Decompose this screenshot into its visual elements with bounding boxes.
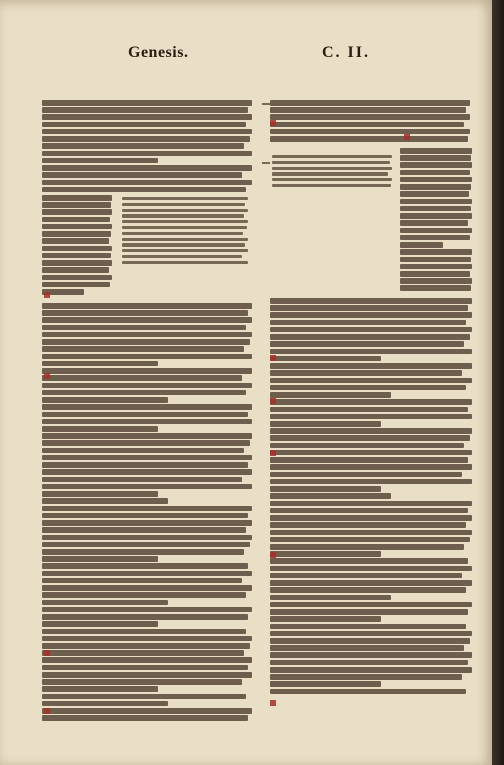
text-line [42, 217, 110, 223]
text-line [270, 320, 466, 326]
text-line [400, 213, 472, 219]
right-gloss-text [272, 155, 392, 190]
text-line [42, 650, 244, 656]
text-line [42, 629, 246, 635]
text-line [42, 491, 158, 497]
text-line [42, 303, 252, 309]
text-line [400, 228, 472, 234]
text-line [270, 370, 462, 376]
text-line [270, 421, 381, 427]
text-line [42, 246, 112, 252]
text-line [42, 643, 250, 649]
text-line [270, 305, 468, 311]
text-line [42, 542, 250, 548]
text-line [42, 195, 112, 201]
text-line [270, 378, 472, 384]
text-line [42, 390, 246, 396]
text-line [400, 170, 470, 176]
text-line [272, 155, 392, 158]
text-line [42, 621, 158, 627]
manicule-mark [262, 162, 270, 164]
text-line [42, 354, 252, 360]
text-line [400, 249, 472, 255]
text-line [400, 148, 472, 154]
text-line [270, 486, 381, 492]
text-line [270, 356, 381, 362]
text-line [270, 667, 472, 673]
left-column-main-text [42, 303, 252, 723]
text-line [270, 414, 472, 420]
text-line [42, 469, 252, 475]
text-line [122, 220, 248, 223]
text-line [42, 607, 252, 613]
text-line [42, 715, 248, 721]
text-line [122, 197, 248, 200]
text-line [270, 616, 381, 622]
text-line [42, 172, 242, 178]
text-line [122, 261, 248, 264]
text-line [42, 107, 248, 113]
text-line [42, 600, 168, 606]
text-line [42, 158, 158, 164]
text-line [42, 412, 248, 418]
text-line [270, 609, 468, 615]
text-line [122, 238, 248, 241]
text-line [270, 573, 462, 579]
text-line [400, 162, 472, 168]
text-line [270, 435, 470, 441]
text-line [270, 587, 466, 593]
text-line [42, 672, 252, 678]
text-line [270, 558, 468, 564]
book-title: Genesis. [128, 44, 189, 61]
text-line [42, 585, 252, 591]
text-line [270, 551, 381, 557]
rubric-mark [44, 373, 50, 379]
text-line [270, 450, 472, 456]
text-line [122, 214, 244, 217]
text-line [42, 665, 248, 671]
chapter-number: C. II. [322, 44, 371, 61]
text-line [400, 191, 469, 197]
text-line [42, 180, 252, 186]
right-column-top-text [270, 100, 470, 143]
text-line [400, 257, 471, 263]
text-line [122, 209, 248, 212]
text-line [270, 341, 464, 347]
text-line [42, 202, 111, 208]
rubric-mark [270, 450, 276, 456]
right-column-side-text [400, 148, 472, 293]
rubric-mark [270, 552, 276, 558]
text-line [270, 100, 470, 106]
text-line [270, 136, 468, 142]
text-line [270, 580, 472, 586]
text-line [270, 107, 466, 113]
text-line [270, 544, 464, 550]
text-line [42, 165, 252, 171]
text-line [270, 508, 468, 514]
text-line [270, 522, 466, 528]
text-line [122, 255, 242, 258]
text-line [42, 592, 246, 598]
text-line [42, 520, 252, 526]
text-line [42, 513, 248, 519]
text-line [42, 477, 242, 483]
text-line [270, 114, 470, 120]
text-line [400, 264, 472, 270]
text-line [42, 419, 252, 425]
text-line [42, 440, 250, 446]
rubric-mark [270, 700, 276, 706]
text-line [42, 563, 248, 569]
text-line [42, 238, 109, 244]
text-line [270, 399, 472, 405]
text-line [400, 278, 472, 284]
text-line [42, 383, 252, 389]
text-line [42, 549, 244, 555]
text-line [42, 209, 112, 215]
left-column-wrap-text [42, 195, 112, 296]
text-line [42, 346, 244, 352]
text-line [270, 660, 468, 666]
text-line [270, 631, 472, 637]
text-line [42, 571, 252, 577]
text-line [42, 506, 252, 512]
text-line [270, 443, 464, 449]
text-line [42, 433, 252, 439]
text-line [42, 317, 252, 323]
text-line [42, 701, 168, 707]
text-line [270, 595, 391, 601]
text-line [42, 636, 252, 642]
text-line [270, 312, 472, 318]
text-line [272, 167, 392, 170]
rubric-mark [270, 120, 276, 126]
text-line [42, 143, 244, 149]
text-line [270, 392, 391, 398]
text-line [42, 224, 112, 230]
text-line [42, 136, 250, 142]
text-line [42, 339, 250, 345]
text-line [42, 231, 111, 237]
text-line [42, 527, 246, 533]
rubric-mark [270, 355, 276, 361]
text-line [270, 674, 462, 680]
text-line [42, 129, 252, 135]
text-line [42, 686, 158, 692]
text-line [272, 161, 390, 164]
text-line [400, 220, 468, 226]
text-line [270, 428, 472, 434]
text-line [42, 455, 252, 461]
text-line [42, 614, 248, 620]
text-line [270, 122, 464, 128]
text-line [122, 249, 248, 252]
text-line [270, 385, 466, 391]
text-line [42, 282, 110, 288]
text-line [270, 129, 470, 135]
text-line [42, 694, 246, 700]
text-line [42, 361, 158, 367]
right-column-main-text [270, 298, 472, 696]
text-line [42, 114, 252, 120]
text-line [270, 530, 472, 536]
text-line [122, 243, 245, 246]
text-line [42, 535, 252, 541]
text-line [270, 624, 466, 630]
text-line [122, 232, 243, 235]
text-line [400, 242, 443, 248]
text-line [42, 122, 246, 128]
text-line [270, 464, 472, 470]
rubric-mark [44, 650, 50, 656]
text-line [42, 397, 168, 403]
text-line [42, 556, 158, 562]
text-line [122, 226, 247, 229]
text-line [270, 472, 462, 478]
rubric-mark [44, 292, 50, 298]
text-line [42, 657, 252, 663]
text-line [272, 184, 391, 187]
rubric-mark [270, 398, 276, 404]
text-line [270, 327, 472, 333]
text-line [42, 275, 112, 281]
text-line [42, 578, 242, 584]
text-line [400, 206, 471, 212]
center-gloss-text [122, 197, 248, 267]
text-line [400, 271, 470, 277]
text-line [270, 407, 468, 413]
text-line [42, 187, 246, 193]
text-line [270, 681, 381, 687]
text-line [42, 325, 246, 331]
text-line [42, 484, 252, 490]
left-column-upper-text [42, 100, 252, 194]
text-line [42, 151, 252, 157]
text-line [270, 457, 468, 463]
text-line [270, 638, 470, 644]
rubric-mark [404, 134, 410, 140]
text-line [400, 155, 471, 161]
text-line [270, 363, 472, 369]
text-line [270, 566, 472, 572]
text-line [270, 479, 472, 485]
text-line [400, 199, 472, 205]
text-line [270, 349, 472, 355]
text-line [270, 515, 472, 521]
text-line [42, 426, 158, 432]
text-line [270, 537, 470, 543]
text-line [42, 368, 252, 374]
text-line [42, 462, 248, 468]
text-line [270, 501, 472, 507]
book-binding-edge [492, 0, 504, 765]
text-line [400, 184, 471, 190]
text-line [270, 652, 472, 658]
text-line [400, 285, 471, 291]
text-line [400, 235, 470, 241]
text-line [42, 332, 252, 338]
text-line [42, 375, 242, 381]
text-line [270, 493, 391, 499]
rubric-mark [44, 708, 50, 714]
text-line [42, 260, 112, 266]
text-line [400, 177, 472, 183]
text-line [122, 203, 245, 206]
text-line [42, 100, 252, 106]
text-line [42, 253, 111, 259]
text-line [270, 645, 464, 651]
text-line [42, 679, 242, 685]
running-header [0, 44, 492, 70]
text-line [272, 172, 388, 175]
text-line [42, 708, 252, 714]
text-line [42, 310, 248, 316]
text-line [270, 334, 470, 340]
text-line [270, 602, 472, 608]
text-line [270, 689, 466, 695]
manicule-mark [262, 103, 270, 105]
text-line [42, 448, 244, 454]
text-line [272, 178, 392, 181]
text-line [42, 404, 252, 410]
text-line [42, 267, 109, 273]
text-line [42, 498, 168, 504]
text-line [270, 298, 472, 304]
